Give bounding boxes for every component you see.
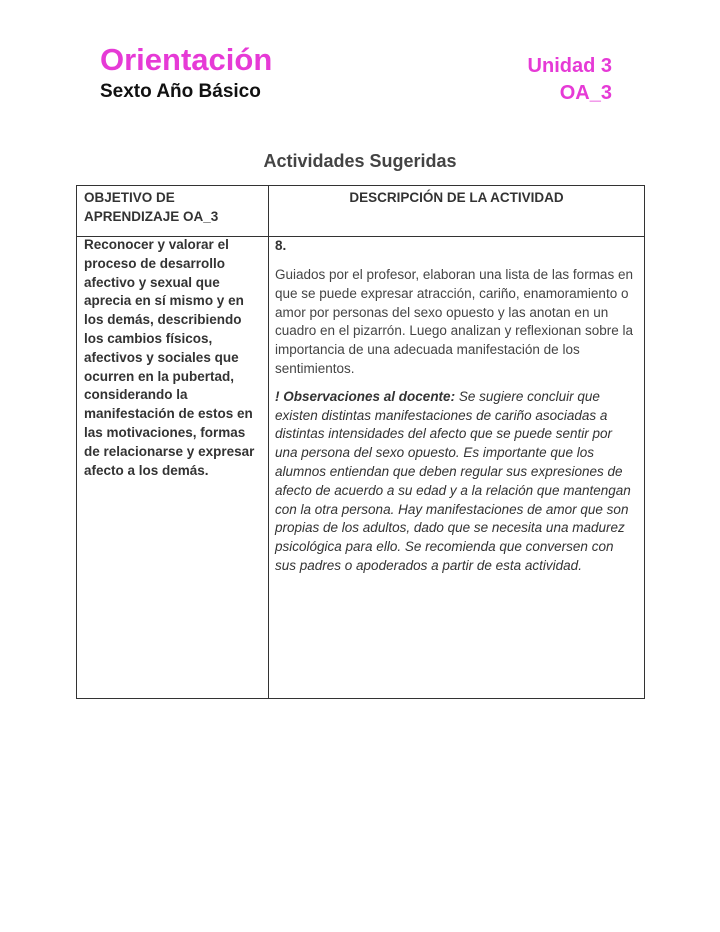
subject-title: Orientación	[100, 42, 273, 77]
section-title: Actividades Sugeridas	[263, 151, 457, 171]
unit-label: Unidad 3	[527, 55, 612, 77]
objective-header-cell	[77, 186, 269, 237]
table-row	[77, 237, 645, 699]
observations-text: Se sugiere concluir que existen distintas manifestaciones de cariño asociadas a distintas intensidades del afecto que se puede sentir por una persona del sexo opuesto. Es importante que los alumnos entiendan que deben regular sus expresiones de afecto de acuerdo a su edad y a la relación que mantengan con la otra persona. Hay manifestaciones de amor que son propias de los adultos, dado que se necesita una madurez psicológica para ello. Se recomienda que conversen con sus padres o apoderados a partir de esta actividad.	[275, 388, 631, 573]
activity-number: 8.	[275, 238, 287, 253]
activity-table	[76, 185, 645, 699]
grade-subtitle: Sexto Año Básico	[100, 81, 261, 102]
objective-text: Reconocer y valorar el proceso de desarrollo afectivo y sexual que aprecia en sí mismo y en los demás, describiendo los cambios físicos, afectivos y sociales que ocurren en la pubertad, considerando la manifestación de estos en las motivaciones, formas de relacionarse y expresar afecto a los demás.	[84, 237, 255, 478]
observations-label: ! Observaciones al docente:	[275, 388, 456, 404]
description-cell	[269, 237, 645, 699]
objective-cell	[77, 237, 269, 699]
oa-label: OA_3	[559, 82, 612, 104]
description-header: DESCRIPCIÓN DE LA ACTIVIDAD	[349, 190, 564, 205]
objective-header: OBJETIVO DE APRENDIZAJE OA_3	[84, 190, 219, 224]
table-header-row	[77, 186, 645, 237]
teacher-observations	[275, 388, 638, 576]
description-header-cell	[269, 186, 645, 237]
activity-description: Guiados por el profesor, elaboran una lista de las formas en que se puede expresar atracción, cariño, enamoramiento o amor por personas del sexo opuesto y las anotan en un cuadro en el pizarrón. Luego analizan y reflexionan sobre la importancia de una adecuada manifestación de los sentimientos.	[275, 267, 633, 376]
